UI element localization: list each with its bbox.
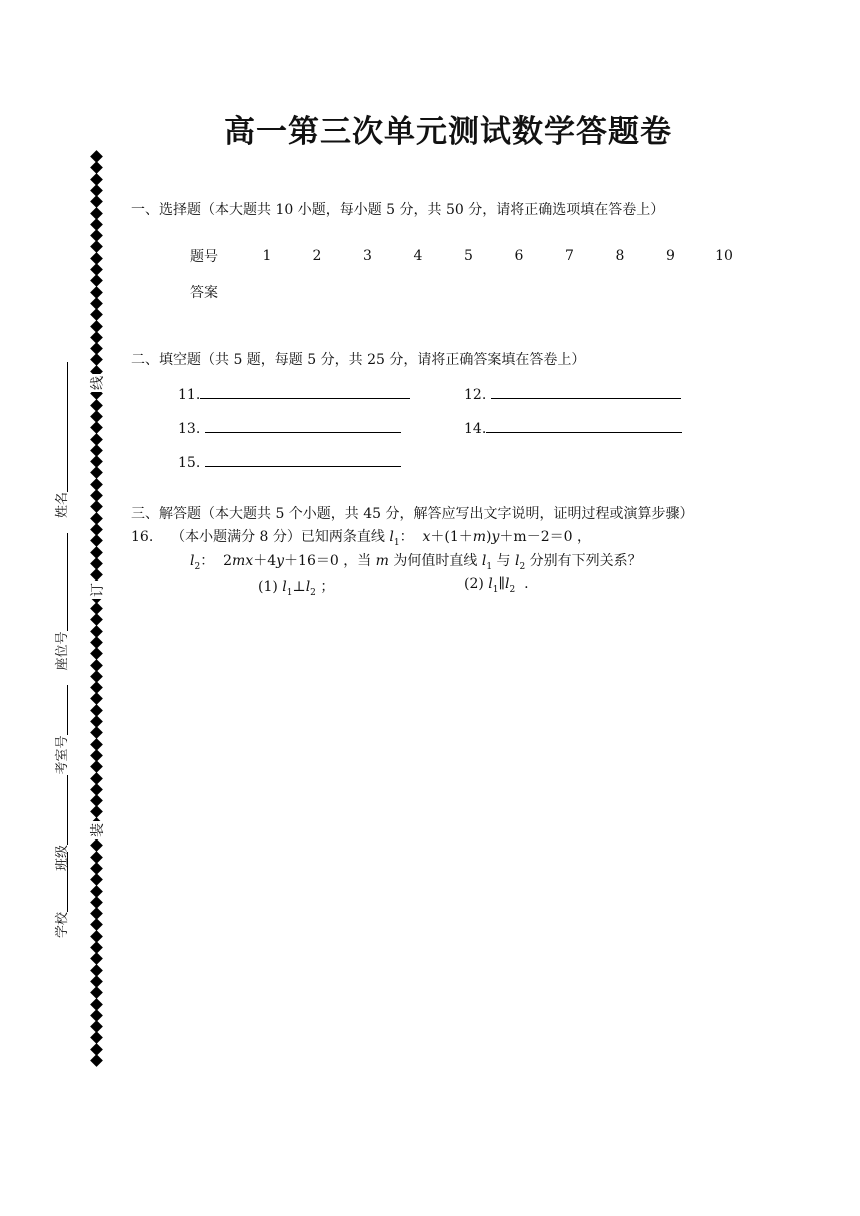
question-16-part2: (2) $l_1\parallel l_2$ . [464,576,529,595]
page-title: 高一第三次单元测试数学答题卷 [224,114,672,150]
question-number: 3 [363,248,372,264]
question-number: 6 [514,248,524,264]
question-number: 2 [312,248,322,264]
question-16-part1: (1) $l_1\perp l_2$ ； [258,579,335,598]
question-16-line2: $l_2$： 2mx＋4y＋16＝0 ，当 m 为何值时直线 $l_1$ 与 $l_2$ 分别有下列关系？ [190,553,642,572]
answer-cell[interactable] [443,274,494,310]
answer-row [178,274,752,310]
answer-cell[interactable] [242,274,292,310]
answer-table [178,238,752,310]
question-number-row [178,238,752,274]
answer-cell[interactable] [342,274,393,310]
answer-cell[interactable] [645,274,696,310]
fill-item-15: 15. [178,452,401,471]
school-blank[interactable] [53,852,68,912]
field-school: 学校 [50,795,70,995]
question-number: 5 [464,248,473,264]
binding-label-xian: 线 [90,376,106,390]
answer-cell[interactable] [393,274,443,310]
answer-cell[interactable] [292,274,342,310]
answer-cell[interactable] [544,274,595,310]
name-blank[interactable] [53,362,68,492]
question-number: 8 [615,248,625,264]
fill-blank[interactable] [486,418,682,433]
answer-cell[interactable] [696,274,752,310]
question-number: 4 [413,248,423,264]
answer-cell[interactable] [595,274,645,310]
fill-blank[interactable] [205,418,401,433]
fill-item-11: 11. [178,384,410,403]
seat-blank[interactable] [53,534,68,632]
question-16-line1: 16. （本小题满分 8 分）已知两条直线 $l_1$： x＋(1＋m)y＋m－2＝0 ， [131,529,591,548]
question-number: 7 [565,248,574,264]
fill-item-12: 12. [464,384,681,403]
field-name: 姓名 [50,340,70,540]
binding-label-zhuang: 装 [90,823,106,837]
binding-label-ding: 订 [90,583,106,597]
row-label-number: 题号 [190,249,218,265]
fill-blank[interactable] [491,384,681,399]
question-number: 9 [666,248,675,264]
section2-heading: 二、填空题（共 5 题，每题 5 分，共 25 分，请将正确答案填在答卷上） [131,352,586,368]
answer-cell[interactable] [494,274,544,310]
row-label-answer: 答案 [190,285,218,301]
section3-heading: 三、解答题（本大题共 5 个小题，共 45 分，解答应写出文字说明，证明过程或演算步骤） [131,506,694,522]
field-room: 考室号 [50,630,70,830]
fill-item-14: 14. [464,418,682,437]
binding-diamond [90,1054,103,1067]
question-number: 1 [262,248,272,264]
question-number: 10 [715,248,733,264]
fill-blank[interactable] [200,384,410,399]
fill-blank[interactable] [205,452,401,467]
section1-heading: 一、选择题（本大题共 10 小题，每小题 5 分，共 50 分，请将正确选项填在答卷上） [131,202,665,218]
field-class: 班级 [50,723,70,923]
field-seat: 座位号 [50,502,70,702]
binding-line [89,152,105,1064]
fill-item-13: 13. [178,418,401,437]
